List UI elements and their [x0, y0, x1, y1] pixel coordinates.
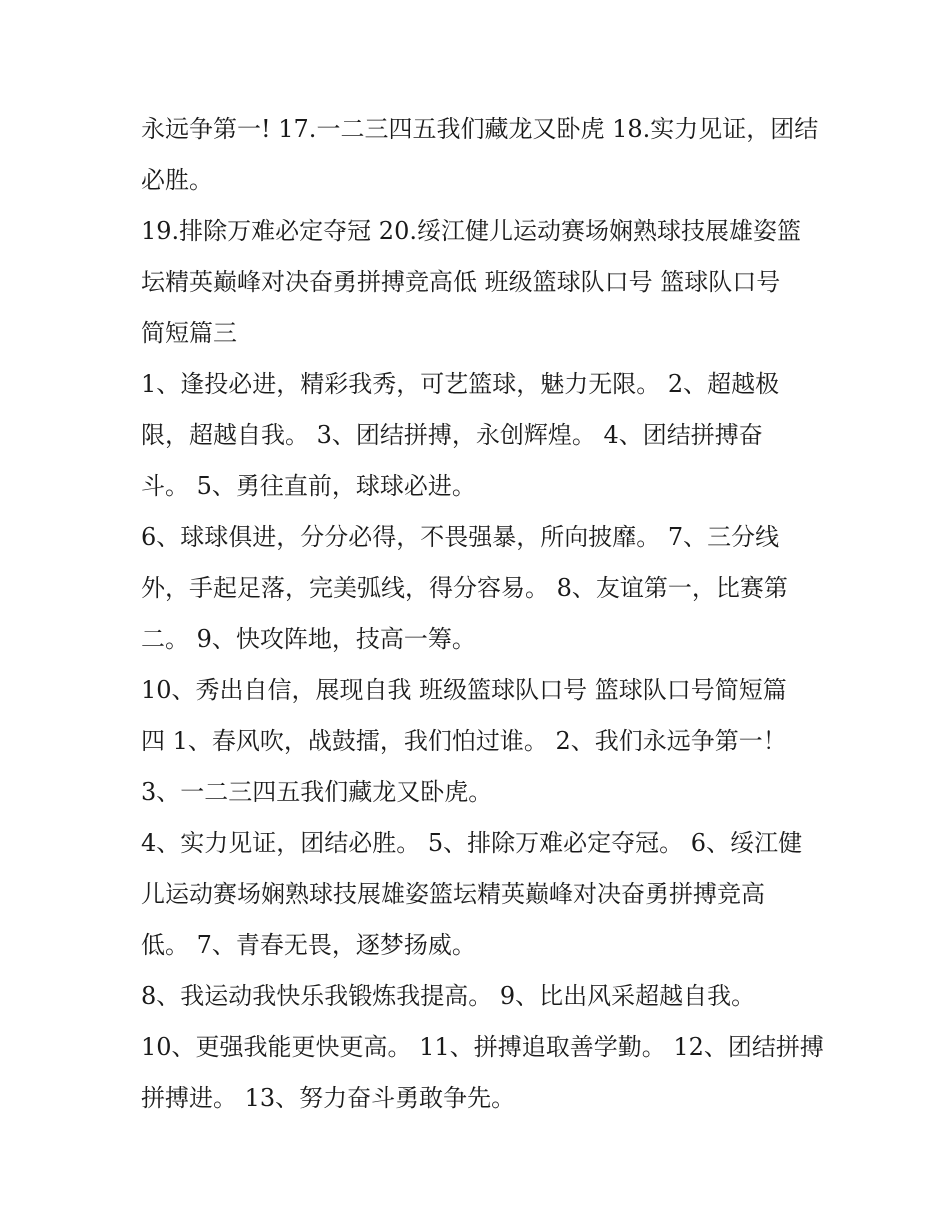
- text-line: 低。 7、青春无畏，逐梦扬威。: [141, 931, 476, 959]
- text-line: 二。 9、快攻阵地，技高一筹。: [141, 625, 476, 653]
- body-text: [141, 104, 824, 1124]
- text-line: 1、逢投必进，精彩我秀，可艺篮球，魅力无限。 2、超越极: [141, 370, 780, 398]
- text-line: 限，超越自我。 3、团结拼搏，永创辉煌。 4、团结拼搏奋: [141, 421, 763, 449]
- text-line: 8、我运动我快乐我锻炼我提高。 9、比出风采超越自我。: [141, 982, 756, 1010]
- text-line: 斗。 5、勇往直前，球球必进。: [141, 472, 476, 500]
- text-line: 永远争第一! 17.一二三四五我们藏龙又卧虎 18.实力见证，团结: [141, 115, 819, 143]
- text-line: 外，手起足落，完美弧线，得分容易。 8、友谊第一，比赛第: [141, 574, 788, 602]
- text-line: 儿运动赛场娴熟球技展雄姿篮坛精英巅峰对决奋勇拼搏竞高: [141, 880, 765, 908]
- text-line: 坛精英巅峰对决奋勇拼搏竞高低 班级篮球队口号 篮球队口号: [141, 268, 781, 296]
- text-line: 10、更强我能更快更高。 11、拼搏追取善学勤。 12、团结拼搏: [141, 1033, 824, 1061]
- text-line: 10、秀出自信，展现自我 班级篮球队口号 篮球队口号简短篇: [141, 676, 787, 704]
- text-line: 必胜。: [141, 166, 213, 194]
- text-line: 4、实力见证，团结必胜。 5、排除万难必定夺冠。 6、绥江健: [141, 829, 803, 857]
- text-line: 3、一二三四五我们藏龙又卧虎。: [141, 778, 493, 806]
- text-line: 19.排除万难必定夺冠 20.绥江健儿运动赛场娴熟球技展雄姿篮: [141, 217, 801, 245]
- text-line: 拼搏进。 13、努力奋斗勇敢争先。: [141, 1084, 516, 1112]
- text-line: 简短篇三: [141, 319, 237, 347]
- text-line: 6、球球俱进，分分必得，不畏强暴，所向披靡。 7、三分线: [141, 523, 780, 551]
- text-line: 四 1、春风吹，战鼓擂，我们怕过谁。 2、我们永远争第一！: [141, 727, 787, 755]
